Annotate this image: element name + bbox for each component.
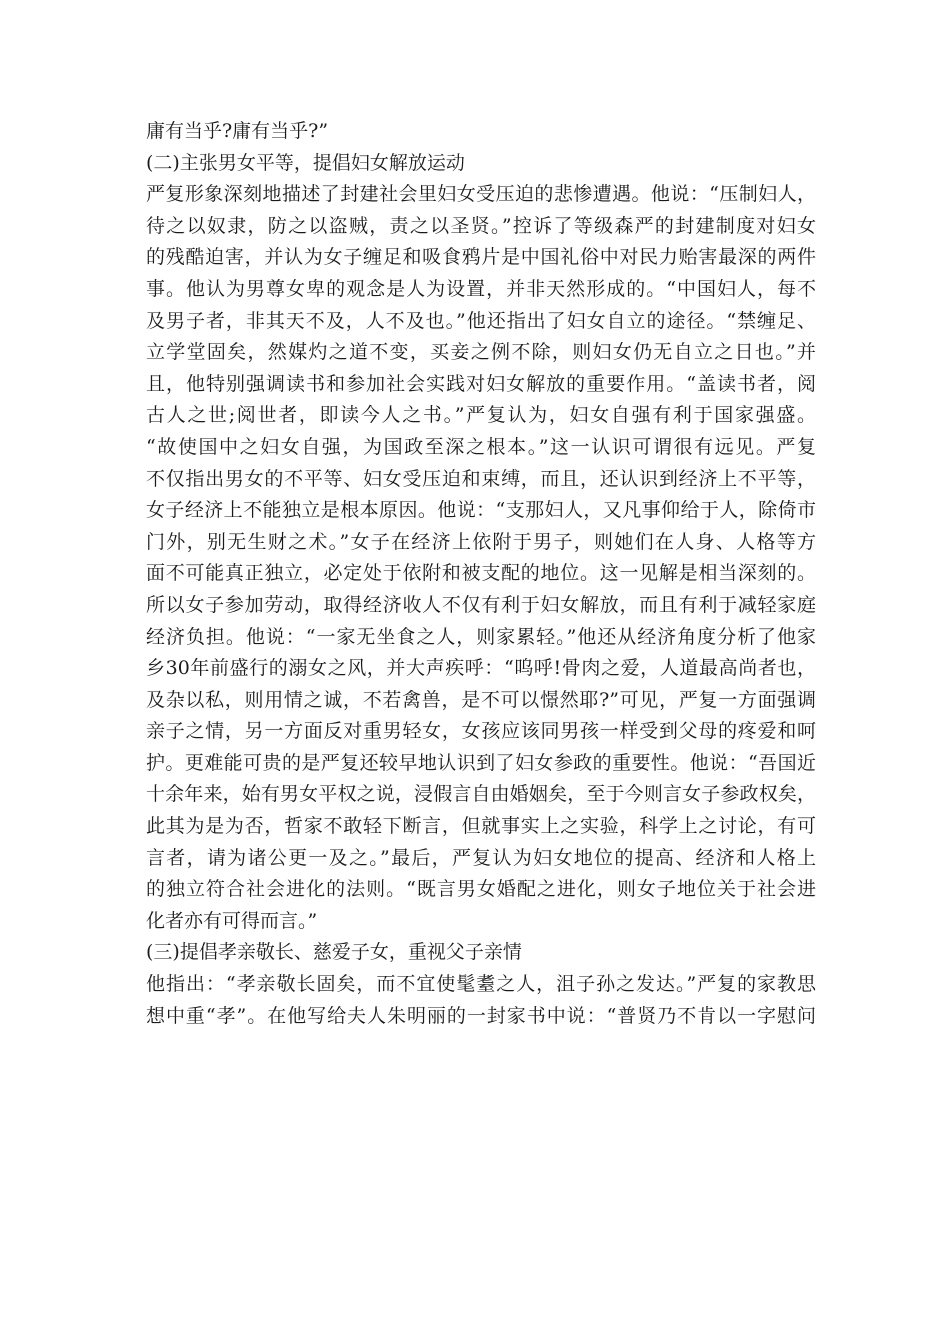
- text-line: 乡30年前盛行的溺女之风，并大声疾呼：“呜呼!骨肉之爱，人道最高尚者也，: [146, 657, 816, 680]
- text-line: 所以女子参加劳动，取得经济收人不仅有利于妇女解放，而且有利于减轻家庭: [146, 593, 816, 616]
- text-line: 严复形象深刻地描述了封建社会里妇女受压迫的悲惨遭遇。他说：“压制妇人，: [146, 183, 816, 206]
- text-line: 的残酷迫害，并认为女子缠足和吸食鸦片是中国礼俗中对民力贻害最深的两件: [146, 246, 816, 269]
- text-line: (三)提倡孝亲敬长、慈爱子女，重视父子亲情: [146, 941, 522, 964]
- text-line: 亲子之情，另一方面反对重男轻女，女孩应该同男孩一样受到父母的疼爱和呵: [146, 720, 816, 743]
- text-line: 不仅指出男女的不平等、妇女受压迫和束缚，而且，还认识到经济上不平等，: [146, 467, 816, 490]
- text-line: 的独立符合社会进化的法则。“既言男女婚配之进化，则女子地位关于社会进: [146, 878, 816, 901]
- text-line: 门外，别无生财之术。”女子在经济上依附于男子，则她们在人身、人格等方: [146, 530, 816, 553]
- text-line: 女子经济上不能独立是根本原因。他说：“支那妇人，又凡事仰给于人，除倚市: [146, 499, 816, 522]
- text-line: 事。他认为男尊女卑的观念是人为设置，并非天然形成的。“中国妇人，每不: [146, 277, 816, 300]
- text-line: 经济负担。他说：“一家无坐食之人，则家累轻。”他还从经济角度分析了他家: [146, 625, 816, 648]
- text-line: 且，他特别强调读书和参加社会实践对妇女解放的重要作用。“盖读书者，阅: [146, 372, 816, 395]
- text-line: 待之以奴隶，防之以盗贼，责之以圣贤。”控诉了等级森严的封建制度对妇女: [146, 214, 816, 237]
- text-line: 想中重“孝”。在他写给夫人朱明丽的一封家书中说：“普贤乃不肯以一字慰问: [146, 1004, 816, 1027]
- text-line: 护。更难能可贵的是严复还较早地认识到了妇女参政的重要性。他说：“吾国近: [146, 751, 816, 774]
- body-text: [146, 116, 816, 1032]
- text-line: 化者亦有可得而言。”: [146, 909, 318, 932]
- text-line: 他指出：“孝亲敬长固矣，而不宜使髦耋之人，沮子孙之发达。”严复的家教思: [146, 973, 816, 996]
- text-line: 此其为是为否，哲家不敢轻下断言，但就事实上之实验，科学上之讨论，有可: [146, 815, 816, 838]
- text-line: 十余年来，始有男女平权之说，浸假言自由婚姻矣，至于今则言女子参政权矣，: [146, 783, 816, 806]
- text-line: 及男子者，非其天不及，人不及也。”他还指出了妇女自立的途径。“禁缠足、: [146, 309, 816, 332]
- text-line: 及杂以私，则用情之诚，不若禽兽，是不可以憬然耶?”可见，严复一方面强调: [146, 688, 816, 711]
- text-line: “故使国中之妇女自强，为国政至深之根本。”这一认识可谓很有远见。严复: [146, 435, 816, 458]
- text-line: 立学堂固矣，然媒灼之道不变，买妾之例不除，则妇女仍无自立之日也。”并: [146, 341, 816, 364]
- text-line: 庸有当乎?庸有当乎?”: [146, 120, 329, 142]
- text-line: 古人之世;阅世者，即读今人之书。”严复认为，妇女自强有利于国家强盛。: [146, 404, 816, 427]
- text-line: 面不可能真正独立，必定处于依附和被支配的地位。这一见解是相当深刻的。: [146, 562, 816, 585]
- text-line: (二)主张男女平等，提倡妇女解放运动: [146, 151, 465, 174]
- text-line: 言者，请为诸公更一及之。”最后，严复认为妇女地位的提高、经济和人格上: [146, 846, 816, 869]
